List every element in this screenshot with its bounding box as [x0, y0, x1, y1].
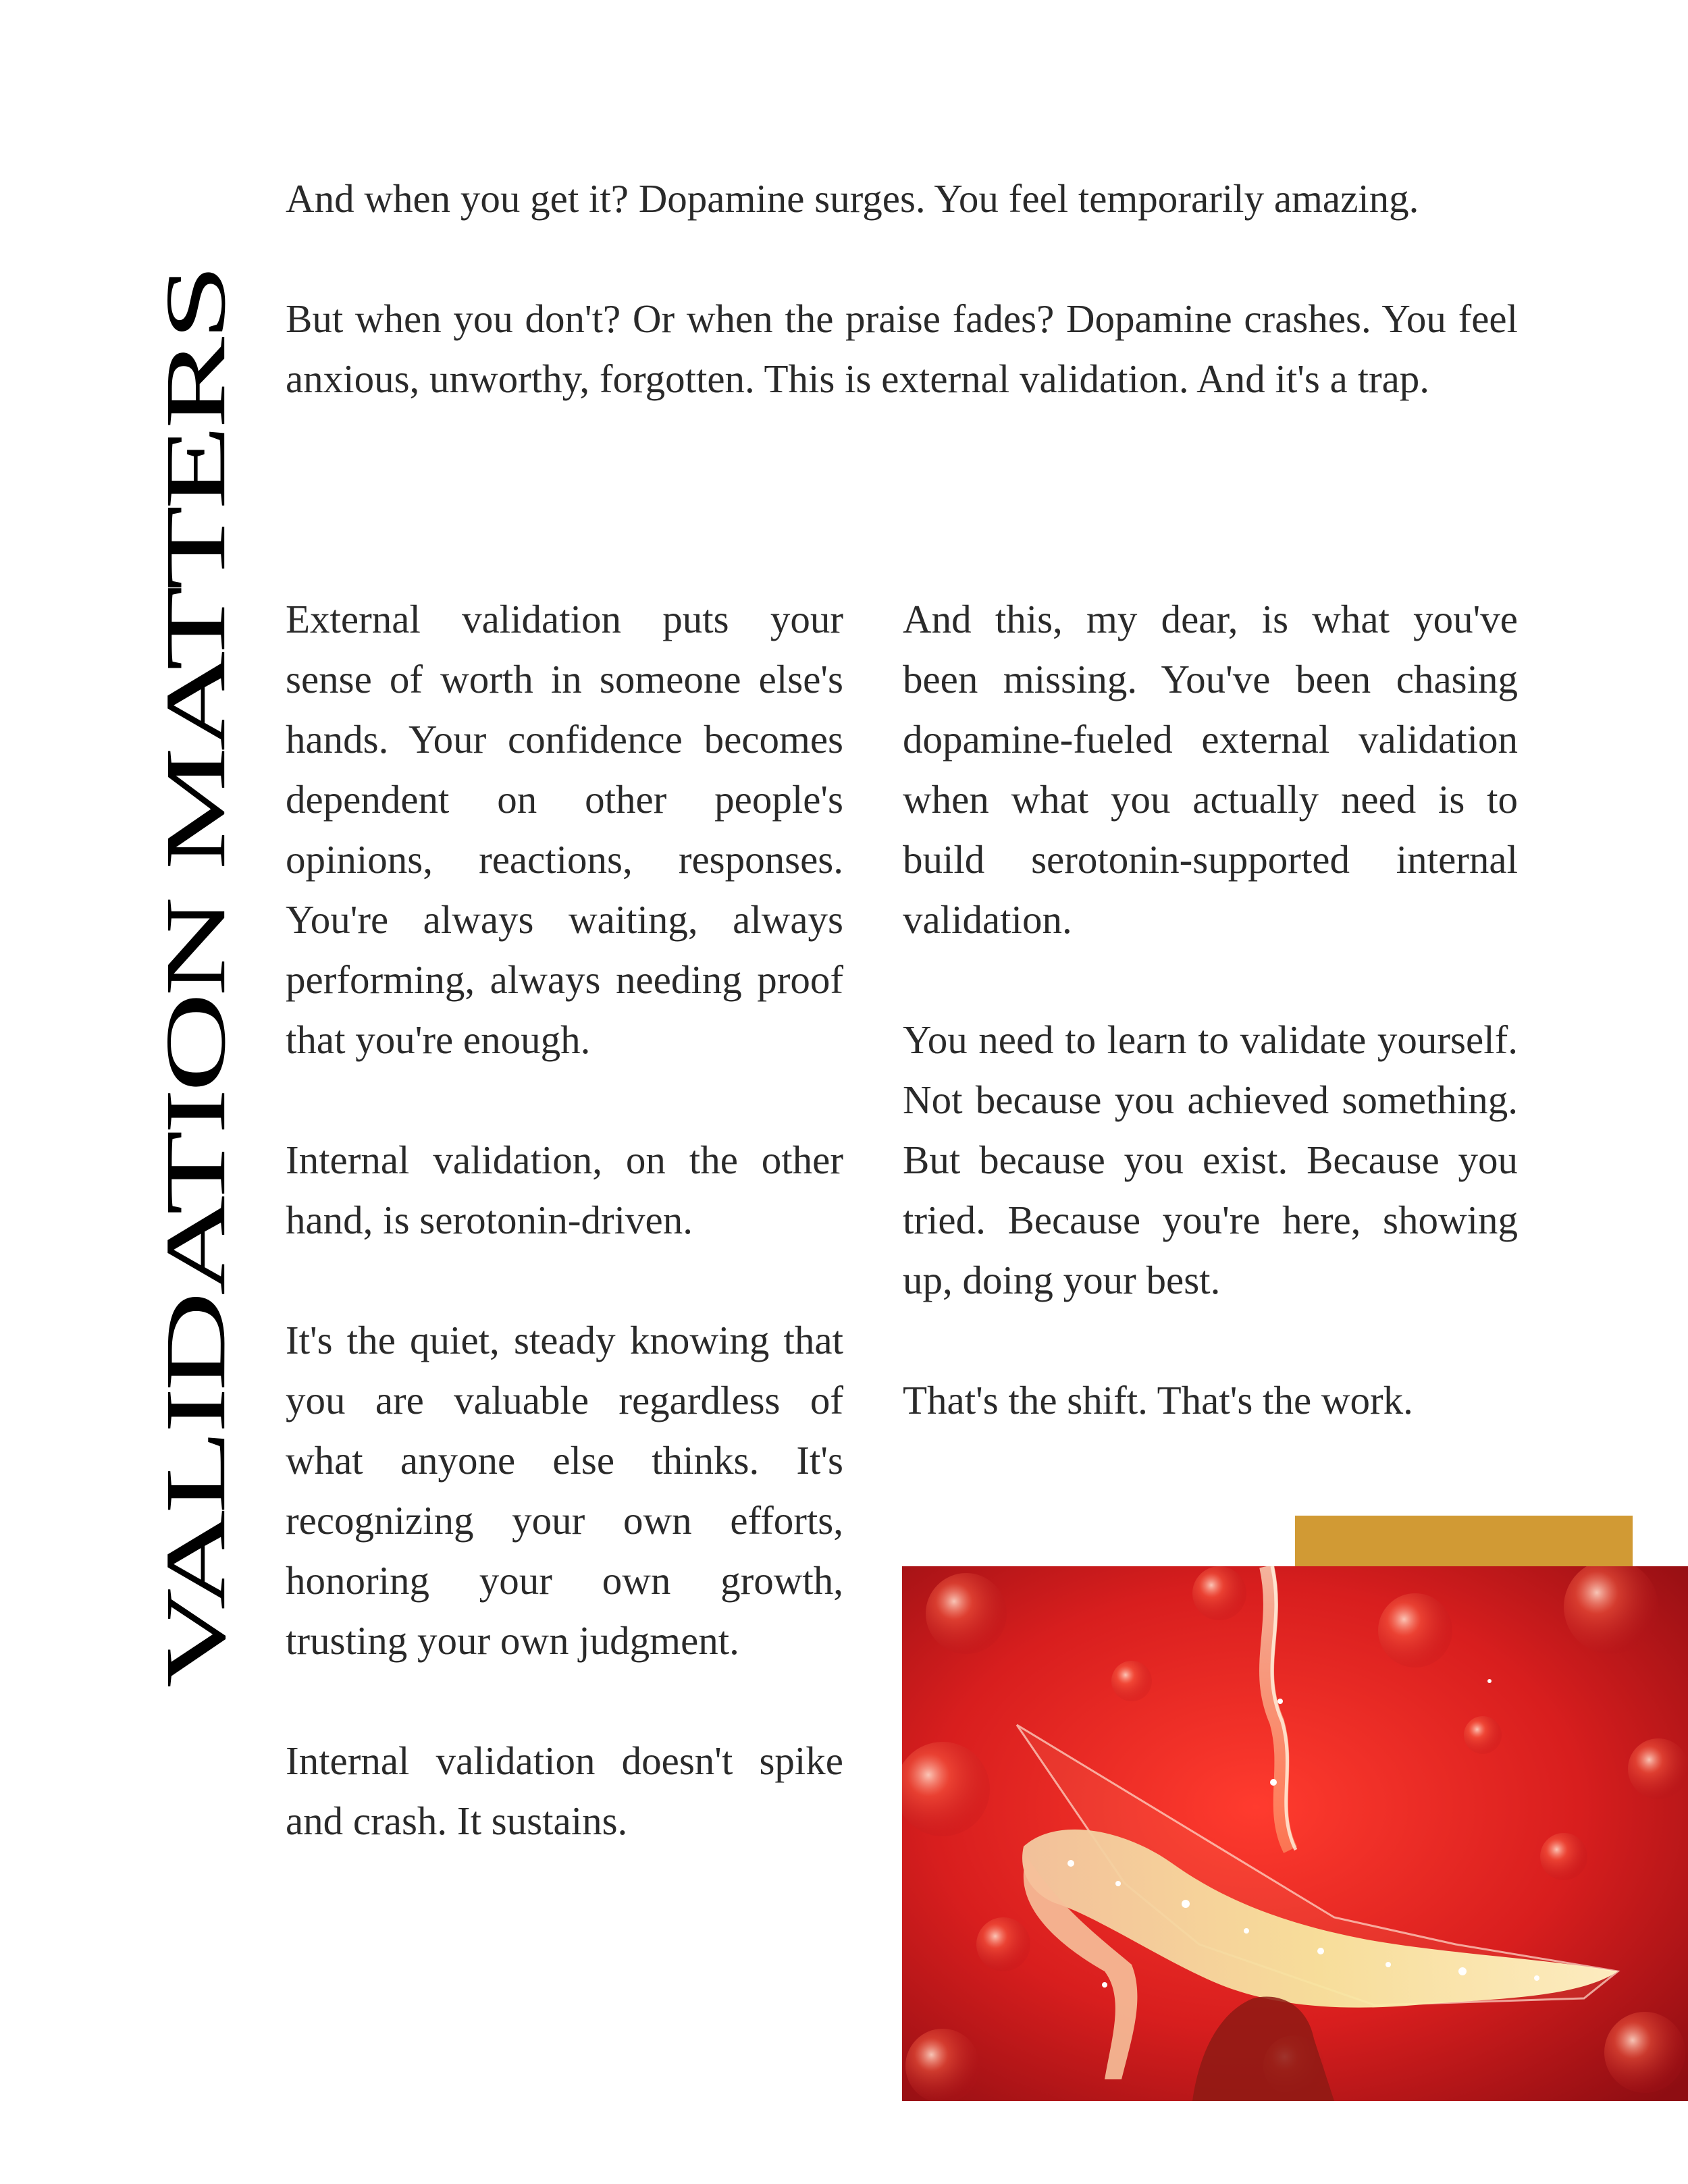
intro-paragraph-2: But when you don't? Or when the praise fades? Dopamine crashes. You feel anxious, unworthy, forgotten. This is external validation. And it's a trap.: [286, 296, 1518, 401]
page-title-text: VALIDATION MATTERS: [148, 267, 244, 1688]
right-paragraph-2: You need to learn to validate yourself. Not because you achieved something. But because you exist. Because you tried. Because you're here, showing up, doing your best.: [903, 1017, 1518, 1302]
intro-section: [286, 169, 1518, 409]
left-paragraph-2: Internal validation, on the other hand, is serotonin-driven.: [286, 1138, 843, 1242]
right-paragraph-3: That's the shift. That's the work.: [903, 1378, 1413, 1422]
left-paragraph-4: Internal validation doesn't spike and crash. It sustains.: [286, 1738, 843, 1843]
accent-bar: [1295, 1516, 1633, 1568]
glass-slipper-photo: [902, 1566, 1688, 2101]
page-title: [135, 162, 257, 1688]
right-paragraph-1: And this, my dear, is what you've been missing. You've been chasing dopamine-fueled external validation when what you actually need is to build serotonin-supported internal validation.: [903, 597, 1518, 942]
left-column: [286, 589, 843, 1851]
left-paragraph-3: It's the quiet, steady knowing that you are valuable regardless of what anyone else thinks. It's recognizing your own efforts, honoring your own growth, trusting your own judgment.: [286, 1318, 843, 1663]
left-paragraph-1: External validation puts your sense of worth in someone else's hands. Your confidence becomes dependent on other people's opinions, reactions, responses. You're always waiting, always performing, always needing proof that you're enough.: [286, 597, 843, 1062]
intro-paragraph-1: And when you get it? Dopamine surges. You feel temporarily amazing.: [286, 176, 1419, 221]
right-column: [903, 589, 1518, 1431]
glass-slipper-illustration: [902, 1566, 1688, 2101]
